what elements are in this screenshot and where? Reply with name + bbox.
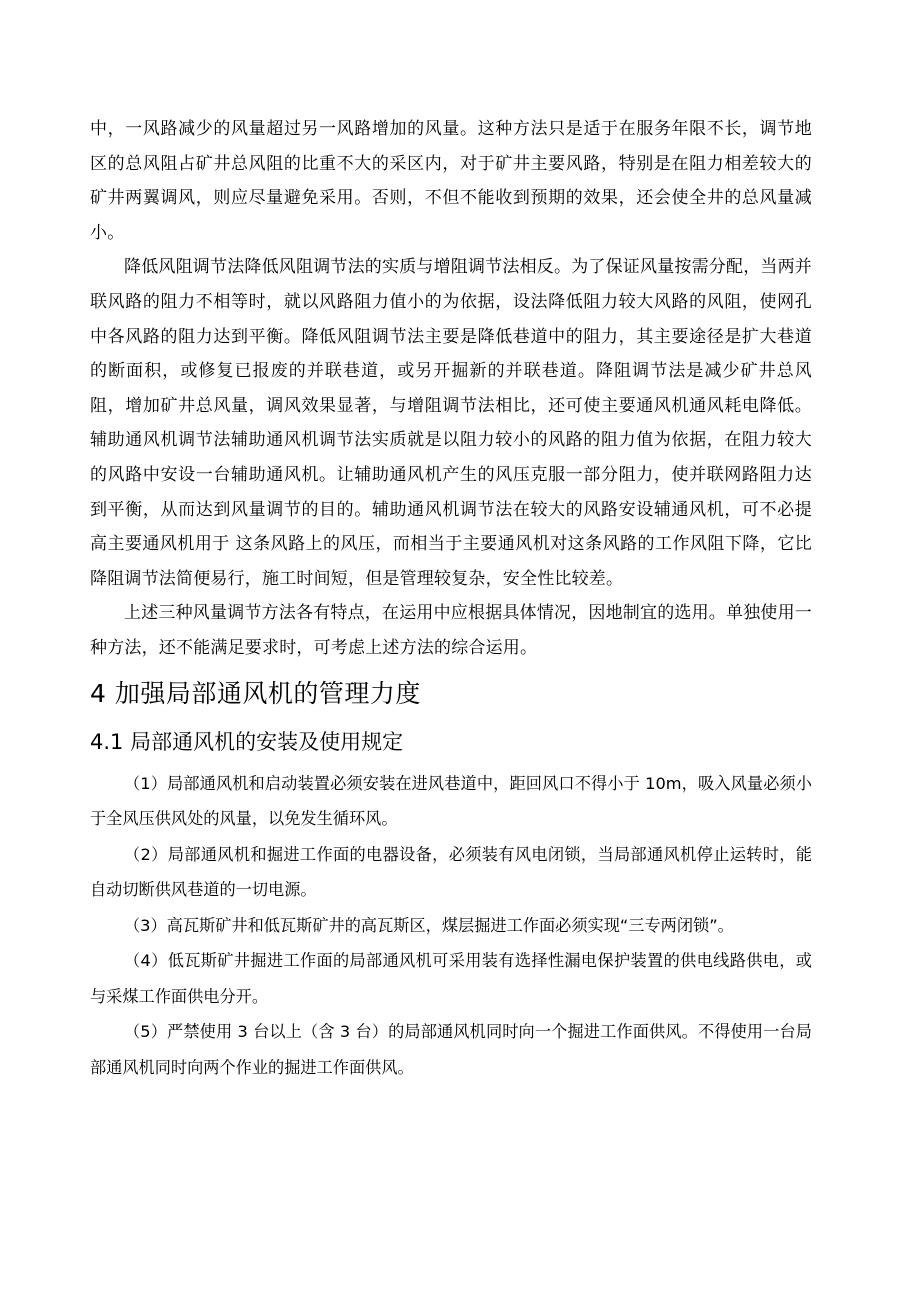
list-item: （4）低瓦斯矿井掘进工作面的局部通风机可采用装有选择性漏电保护装置的供电线路供电，或与采煤工作面供电分开。 [90,951,812,1006]
section-heading: 4 加强局部通风机的管理力度 [90,678,421,708]
list-item: （3）高瓦斯矿井和低瓦斯矿井的高瓦斯区，煤层掘进工作面必须实现“三专两闭锁”。 [124,915,734,935]
paragraph-continuation: 中，一风路减少的风量超过另一风路增加的风量。这种方法只是适于在服务年限不长，调节地区的总风阻占矿井总风阻的比重不大的采区内，对于矿井主要风路，特别是在阻力相差较大的矿井两翼调风，则应尽量避免采用。否则，不但不能收到预期的效果，还会使全井的总风量减小。 [90,119,812,243]
document-page [90,112,812,1085]
paragraph-summary: 上述三种风量调节方法各有特点，在运用中应根据具体情况，因地制宜的选用。单独使用一种方法，还不能满足要求时，可考虑上述方法的综合运用。 [90,603,812,658]
subsection-heading: 4.1 局部通风机的安装及使用规定 [90,729,404,754]
list-item: （5）严禁使用 3 台以上（含 3 台）的局部通风机同时向一个掘进工作面供风。不得使用一台局部通风机同时向两个作业的掘进工作面供风。 [90,1022,812,1077]
paragraph-resistance-methods: 降低风阻调节法降低风阻调节法的实质与增阻调节法相反。为了保证风量按需分配，当两并联风路的阻力不相等时，就以风路阻力值小的为依据，设法降低阻力较大风路的风阻，使网孔中各风路的阻力达到平衡。降低风阻调节法主要是降低巷道中的阻力，其主要途径是扩大巷道的断面积，或修复已报废的并联巷道，或另开掘新的并联巷道。降阻调节法是减少矿井总风阻，增加矿井总风量，调风效果显著，与增阻调节法相比，还可使主要通风机通风耗电降低。辅助通风机调节法辅助通风机调节法实质就是以阻力较小的风路的阻力值为依据，在阻力较大的风路中安设一台辅助通风机。让辅助通风机产生的风压克服一部分阻力，使并联网路阻力达到平衡，从而达到风量调节的目的。辅助通风机调节法在较大的风路安设辅通风机，可不必提高主要通风机用于 这条风路上的风压，而相当于主要通风机对这条风路的工作风阻下降，它比降阻调节法简便易行，施工时间短，但是管理较复杂，安全性比较差。 [90,257,812,589]
list-item: （1）局部通风机和启动装置必须安装在进风巷道中，距回风口不得小于 10m，吸入风量必须小于全风压供风处的风量，以免发生循环风。 [90,773,812,828]
list-item: （2）局部通风机和掘进工作面的电器设备，必须装有风电闭锁，当局部通风机停止运转时，能自动切断供风巷道的一切电源。 [90,844,812,899]
